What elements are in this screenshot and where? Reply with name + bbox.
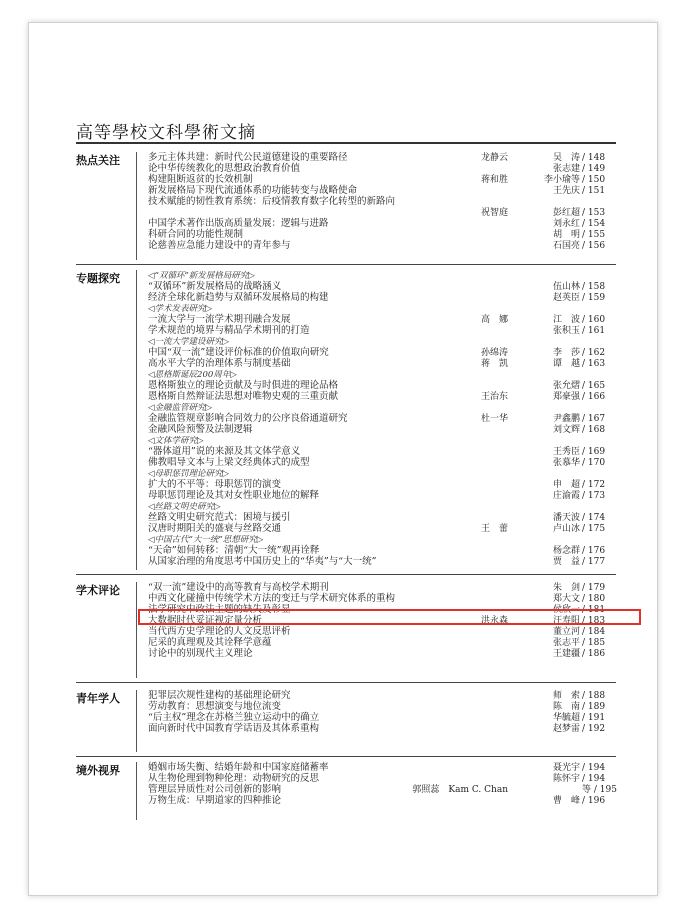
entry-title: 论中华传统教化的思想政治教育价值 xyxy=(148,163,301,174)
entry-page: / 179 xyxy=(582,583,606,593)
entry-title: 法学研究中政法主题的缺失及彰显 xyxy=(148,604,291,615)
entry-author: 张志平 xyxy=(552,638,580,648)
entry-page: / 149 xyxy=(582,164,606,174)
entry-author: 曹 峰 xyxy=(552,796,580,806)
section-label: 青年学人 xyxy=(76,692,120,705)
entry-title: 金融监管规章影响合同效力的公序良俗通道研究 xyxy=(148,413,348,424)
toc-entry[interactable] xyxy=(148,240,618,252)
section-rule xyxy=(76,574,616,575)
entry-page: / 154 xyxy=(582,219,606,229)
entry-page: / 170 xyxy=(582,458,606,468)
entry-author: 刘文辉 xyxy=(552,425,580,435)
entry-author-primary: 杜一华 xyxy=(480,414,508,424)
entry-title: 构建阻断返贫的长效机制 xyxy=(148,174,253,185)
entry-title: 多元主体共建：新时代公民道德建设的重要路径 xyxy=(148,152,348,163)
entry-author-primary: 蒋 凯 xyxy=(480,359,508,369)
entry-page: / 158 xyxy=(582,282,606,292)
entry-page: / 189 xyxy=(582,702,606,712)
entry-author: 华毓超 xyxy=(552,713,580,723)
entry-author: 聂光宇 xyxy=(552,763,580,773)
entry-title: ◁文体学研究▷ xyxy=(148,436,204,446)
entry-page: / 183 xyxy=(582,616,606,626)
section-rule xyxy=(76,682,616,683)
entry-title: ◁恩格斯诞辰200周年▷ xyxy=(148,370,237,380)
entry-title: ◁金融监管研究▷ xyxy=(148,403,213,413)
entry-page: / 194 xyxy=(582,763,606,773)
entry-author-primary: 王治东 xyxy=(480,392,508,402)
section xyxy=(76,270,616,570)
entry-title: 尼采的真理观及其诠释学意蕴 xyxy=(148,637,272,648)
entry-title: “双循环”新发展格局的战略涵义 xyxy=(148,281,282,292)
section-rule xyxy=(76,756,616,757)
entry-title: 中国学术著作出版高质量发展：逻辑与进路 xyxy=(148,218,329,229)
entry-author-primary: 洪永森 xyxy=(480,616,508,626)
entry-title: 劳动教育：思想演变与地位流变 xyxy=(148,701,282,712)
entry-page: / 177 xyxy=(582,557,606,567)
entry-author: 潘天波 xyxy=(552,513,580,523)
entry-author: 杨念群 xyxy=(552,546,580,556)
toc-entry[interactable] xyxy=(148,723,618,735)
title-rule xyxy=(76,142,616,144)
entry-title: “后主权”理念在苏格兰独立运动中的确立 xyxy=(148,712,320,723)
entry-title: “天命”如何转移：清朝“大一统”观再诠释 xyxy=(148,545,320,556)
entry-author: 郑豪强 xyxy=(552,392,580,402)
section-label: 热点关注 xyxy=(76,154,120,167)
entry-title: 恩格斯自然辩证法思想对唯物史观的三重贡献 xyxy=(148,391,339,402)
entry-title: 科研合同的功能性规制 xyxy=(148,229,244,240)
entry-author: 尹鑫鹏 xyxy=(552,414,580,424)
entry-title: 丝路文明史研究范式：困境与援引 xyxy=(148,512,291,523)
entry-page: / 166 xyxy=(582,392,606,402)
entry-author: 汪寿阳 xyxy=(552,616,580,626)
entry-page: / 168 xyxy=(582,425,606,435)
entry-page: / 191 xyxy=(582,713,606,723)
entry-author: 石国亮 xyxy=(552,241,580,251)
section-divider xyxy=(136,582,137,678)
entry-title: ◁中国古代“大一统”思想研究▷ xyxy=(148,535,264,545)
section-divider xyxy=(136,690,137,752)
entry-page: / 172 xyxy=(582,480,606,490)
section xyxy=(76,762,616,820)
entry-author-primary: 高 娜 xyxy=(480,315,508,325)
entry-title: 恩格斯独立的理论贡献及与时俱进的理论品格 xyxy=(148,380,339,391)
entry-title: 中国“双一流”建设评价标准的价值取向研究 xyxy=(148,347,329,358)
entry-page: / 173 xyxy=(582,491,606,501)
entry-author: 伍山林 xyxy=(552,282,580,292)
entry-title: 讨论中的别现代主义理论 xyxy=(148,648,253,659)
entry-page: / 174 xyxy=(582,513,606,523)
entry-author: 王先庆 xyxy=(552,186,580,196)
entry-author: 郑大文 xyxy=(552,594,580,604)
section-divider xyxy=(136,762,137,820)
entry-title: 大数据时代妥证视定量分析 xyxy=(148,615,263,626)
entry-page: / 184 xyxy=(582,627,606,637)
entry-author-primary: 龙静云 xyxy=(480,153,508,163)
entry-title: ◁母职惩罚理论研究▷ xyxy=(148,469,230,479)
entry-title: 汉唐时期阳关的盛衰与丝路交通 xyxy=(148,523,282,534)
entry-page: / 196 xyxy=(582,796,606,806)
entry-page: / 169 xyxy=(582,447,606,457)
entry-title: 佛教唱导文本与上梁文经典体式的成型 xyxy=(148,457,310,468)
entry-title: 一流大学与一流学术期刊融合发展 xyxy=(148,314,291,325)
entry-page: / 176 xyxy=(582,546,606,556)
entry-title: ◁学术发表研究▷ xyxy=(148,304,213,314)
entry-author: 赵梦雷 xyxy=(552,724,580,734)
entry-author: 江 波 xyxy=(552,315,580,325)
section-label: 境外视界 xyxy=(76,764,120,777)
entry-page: / 151 xyxy=(582,186,606,196)
entry-title: 婚姻市场失衡、结婚年龄和中国家庭储蓄率 xyxy=(148,762,329,773)
entry-author-primary: 祝智庭 xyxy=(480,208,508,218)
entry-author: 赵英臣 xyxy=(552,293,580,303)
entry-title: “器体道用”说的来源及其文体学意义 xyxy=(148,446,301,457)
entry-author: 彭红超 xyxy=(552,208,580,218)
entry-author: 朱 剑 xyxy=(552,583,580,593)
entry-author: 庄渝霞 xyxy=(552,491,580,501)
entry-page: / 175 xyxy=(582,524,606,534)
entry-page: / 167 xyxy=(582,414,606,424)
toc-entry[interactable] xyxy=(148,556,618,568)
entry-author: 贾 益 xyxy=(552,557,580,567)
entry-title: 犯罪层次规性建构的基础理论研究 xyxy=(148,690,291,701)
entry-title: 金融风险预警及法制逻辑 xyxy=(148,424,253,435)
entry-author-primary: 蒋和胜 xyxy=(480,175,508,185)
entry-author: 申 超 xyxy=(552,480,580,490)
highlight-box xyxy=(138,609,641,625)
entry-page: / 181 xyxy=(582,605,606,615)
entry-title: “双一流”建设中的高等教育与高校学术期刊 xyxy=(148,582,329,593)
entry-page: / 185 xyxy=(582,638,606,648)
section-label: 专题探究 xyxy=(76,272,120,285)
entry-page: / 150 xyxy=(582,175,606,185)
entry-page: / 163 xyxy=(582,359,606,369)
entry-title: 论慈善应急能力建设中的青年参与 xyxy=(148,240,291,251)
entry-title: 万物生成：早期道家的四种推论 xyxy=(148,795,282,806)
entry-page: / 148 xyxy=(582,153,606,163)
entry-title: 技术赋能的韧性教育系统：后疫情教育数字化转型的新路向 xyxy=(148,196,396,207)
entry-title: ◁“双循环”新发展格局研究▷ xyxy=(148,271,255,281)
journal-title: 高等學校文科學術文摘 xyxy=(76,123,256,143)
section xyxy=(76,152,616,260)
entry-author: 张慕华 xyxy=(552,458,580,468)
entry-page: / 155 xyxy=(582,230,606,240)
entry-author: 师 索 xyxy=(552,691,580,701)
entry-title: 学术规范的境界与精品学术期刊的打造 xyxy=(148,325,310,336)
entry-title: 面向新时代中国教育学话语及其体系重构 xyxy=(148,723,320,734)
entry-title: ◁丝路文明史研究▷ xyxy=(148,502,221,512)
section-label: 学术评论 xyxy=(76,584,120,597)
entry-title: 母职惩罚理论及其对女性职业地位的解释 xyxy=(148,490,320,501)
entry-title: 从生物伦理到物种伦理：动物研究的反思 xyxy=(148,773,320,784)
entry-author: 李 莎 xyxy=(552,348,580,358)
entry-title: 中西文化碰撞中传统学术方法的变迁与学术研究体系的重构 xyxy=(148,593,396,604)
entry-author: 谭 越 xyxy=(552,359,580,369)
entry-title: 经济全球化新趋势与双循环发展格局的构建 xyxy=(148,292,329,303)
entry-author: 王秀臣 xyxy=(552,447,580,457)
entry-author: 董立河 xyxy=(552,627,580,637)
entry-page: / 194 xyxy=(582,774,606,784)
entry-author: 李小瑜等 xyxy=(543,175,580,185)
entry-page: / 160 xyxy=(582,315,606,325)
toc-entry[interactable] xyxy=(148,648,618,660)
entry-author: 侯欣一 xyxy=(552,605,580,615)
entry-page: 等 / 195 xyxy=(582,785,617,795)
entry-author: 张志建 xyxy=(552,164,580,174)
entry-title: 新发展格局下现代流通体系的功能转变与战略使命 xyxy=(148,185,358,196)
entry-page: / 159 xyxy=(582,293,606,303)
entry-author: 胡 明 xyxy=(552,230,580,240)
entry-page: / 165 xyxy=(582,381,606,391)
section-rule xyxy=(76,264,616,265)
entry-author: 刘永红 xyxy=(552,219,580,229)
entry-title: 高水平大学的治理体系与制度基础 xyxy=(148,358,291,369)
entry-author: 卢山冰 xyxy=(552,524,580,534)
entry-title: ◁一流大学建设研究▷ xyxy=(148,337,230,347)
entry-page: / 180 xyxy=(582,594,606,604)
entry-page: / 192 xyxy=(582,724,606,734)
entry-author: 王建疆 xyxy=(552,649,580,659)
entry-title: 当代西方史学理论的人文反思评析 xyxy=(148,626,291,637)
entry-page: / 153 xyxy=(582,208,606,218)
entry-author: 陈 南 xyxy=(552,702,580,712)
section xyxy=(76,582,616,678)
entry-page: / 161 xyxy=(582,326,606,336)
entry-author-primary: 孙绵涛 xyxy=(480,348,508,358)
toc-entry[interactable] xyxy=(148,795,618,807)
entry-author-primary: 郭照蕊 Kam C. Chan xyxy=(412,785,508,795)
entry-author: 吴 涛 xyxy=(552,153,580,163)
entry-author: 陈怀宇 xyxy=(552,774,580,784)
entry-author-primary: 王 蕾 xyxy=(480,524,508,534)
entry-page: / 162 xyxy=(582,348,606,358)
entry-page: / 186 xyxy=(582,649,606,659)
section xyxy=(76,690,616,752)
entry-author: 张积玉 xyxy=(552,326,580,336)
entry-title: 扩大的不平等：母职惩罚的演变 xyxy=(148,479,282,490)
entry-title: 从国家治理的角度思考中国历史上的“华夷”与“大一统” xyxy=(148,556,377,567)
entry-page: / 156 xyxy=(582,241,606,251)
section-divider xyxy=(136,152,137,260)
section-divider xyxy=(136,270,137,570)
entry-author: 张允熠 xyxy=(552,381,580,391)
entry-title: 管理层异质性对公司创新的影响 xyxy=(148,784,282,795)
entry-page: / 188 xyxy=(582,691,606,701)
